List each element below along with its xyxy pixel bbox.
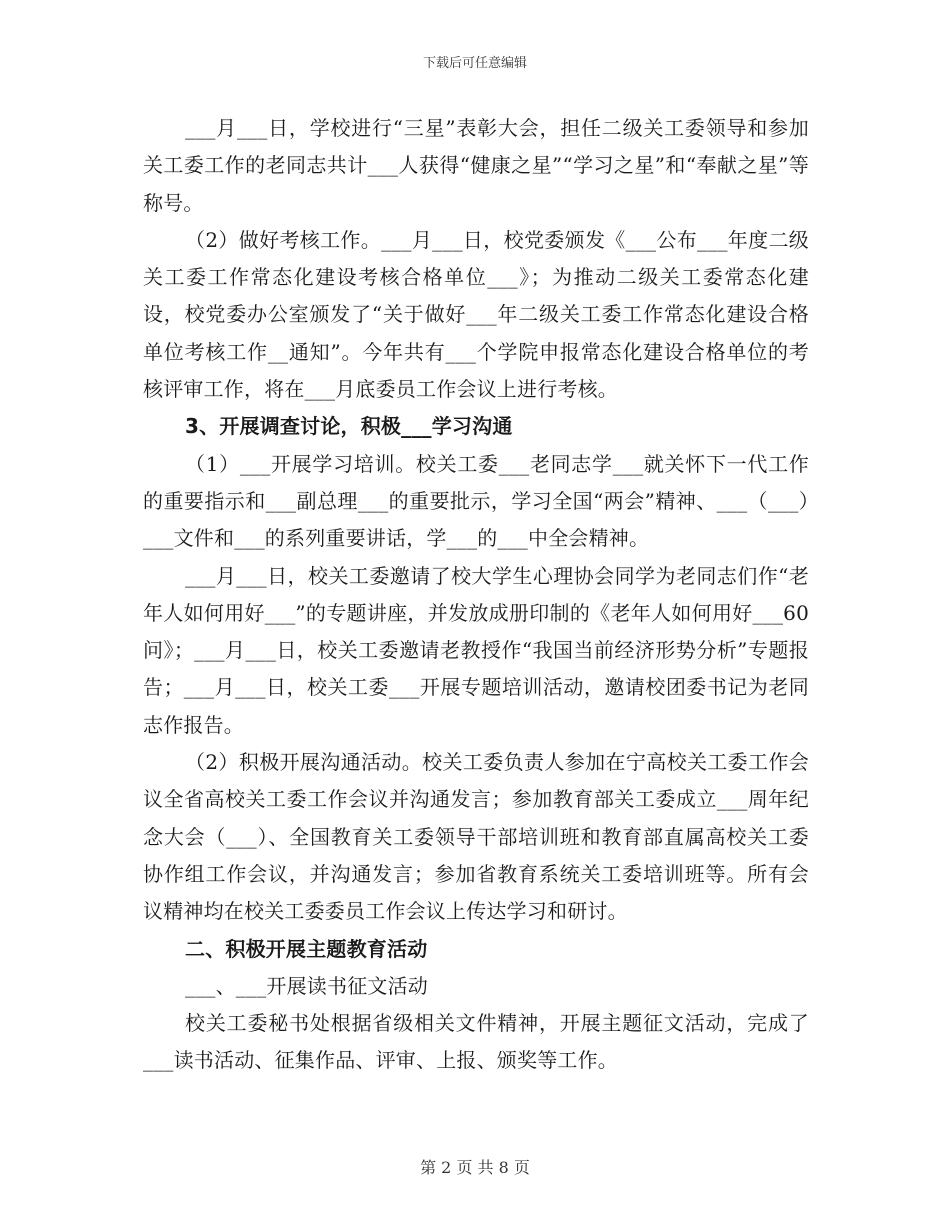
paragraph-essay-activity: 校关工委秘书处根据省级相关文件精神，开展主题征文活动，完成了___读书活动、征集作品、评审、上报、颁奖等工作。 bbox=[143, 1011, 809, 1073]
paragraph-training: （1）___开展学习培训。校关工委___老同志学___就关怀下一代工作的重要指示和___副总理___的重要批示，学习全国“两会”精神、___（___）___文件和___的系列重要讲话，学___的___中全会精神。 bbox=[143, 451, 809, 551]
paragraph-assessment: （2）做好考核工作。___月___日，校党委颁发《___公布___年度二级关工委工作常态化建设考核合格单位___》；为推动二级关工委常态化建设，校党委办公室颁发了“关于做好___年二级关工委工作常态化建设合格单位考核工作__通知”。今年共有___个学院申报常态化建设合格单位的考核评审工作，将在___月底委员工作会议上进行考核。 bbox=[143, 227, 809, 402]
document-body bbox=[143, 110, 809, 1080]
paragraph-lectures: ___月___日，校关工委邀请了校大学生心理协会同学为老同志们作“老年人如何用好___”的专题讲座，并发放成册印制的《老年人如何用好___60问》；___月___日，校关工委邀请老教授作“我国当前经济形势分析”专题报告；___月___日，校关工委___开展专题培训活动，邀请校团委书记为老同志作报告。 bbox=[143, 563, 809, 737]
paragraph-communication: （2）积极开展沟通活动。校关工委负责人参加在宁高校关工委工作会议全省高校关工委工作会议并沟通发言；参加教育部关工委成立___周年纪念大会（___）、全国教育关工委领导干部培训班和教育部直属高校关工委协作组工作会议，并沟通发言；参加省教育系统关工委培训班等。所有会议精神均在校关工委委员工作会议上传达学习和研讨。 bbox=[143, 750, 809, 924]
page-header: 下载后可任意编辑 bbox=[422, 56, 527, 71]
page-number: 第 2 页 共 8 页 bbox=[420, 1158, 530, 1177]
section-heading-research: 3、开展调查讨论，积极___学习沟通 bbox=[185, 414, 513, 439]
subheading-reading-essay: ___、___开展读书征文活动 bbox=[185, 973, 428, 998]
paragraph-awards: ___月___日，学校进行“三星”表彰大会，担任二级关工委领导和参加关工委工作的老同志共计___人获得“健康之星”“学习之星”和“奉献之星”等称号。 bbox=[143, 116, 809, 215]
section-heading-theme-education: 二、积极开展主题教育活动 bbox=[185, 936, 428, 961]
